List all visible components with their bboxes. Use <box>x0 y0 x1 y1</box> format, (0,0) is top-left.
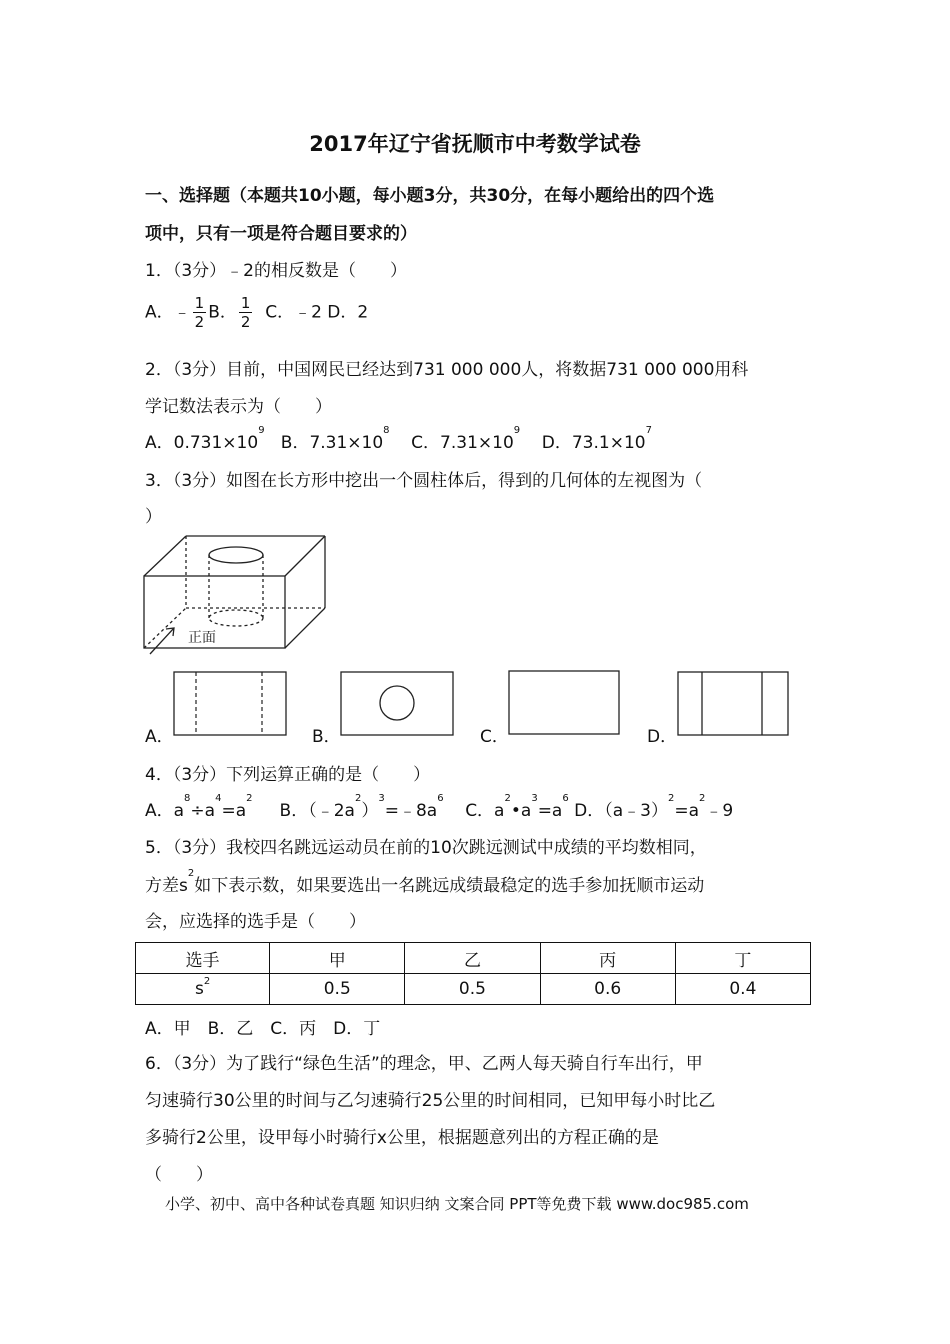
question-3-line1: 3．（3分）如图在长方形中挖出一个圆柱体后，得到的几何体的左视图为（ <box>145 471 703 491</box>
page-footer: 小学、初中、高中各种试卷真题 知识归纳 文案合同 PPT等免费下载 www.doc985.com <box>165 1195 749 1213</box>
table-header-cell: 选手 <box>136 943 270 974</box>
q3-front-label: 正面 <box>188 630 216 646</box>
table-cell: 0.4 <box>675 974 810 1005</box>
question-2-options: A．$0.731\times 10^9$ B．$7.31\times 10^8$ C．$7.31\times 10^9$ D．$73.1\times 10^7$ <box>145 425 652 453</box>
q3-option-b-figure <box>339 670 455 738</box>
variance-table <box>135 942 811 1005</box>
q1-option-a-label: A．﹣ <box>145 302 191 323</box>
q1-option-b-fraction: $\frac{1}{2}$ <box>240 294 251 331</box>
table-row-label: $s^2$ <box>136 974 270 1005</box>
section-heading-line1: 一、选择题（本题共10小题，每小题3分，共30分，在每小题给出的四个选 <box>145 186 715 206</box>
question-4-stem: 4．（3分）下列运算正确的是（ ） <box>145 765 431 785</box>
q3-option-c-figure <box>507 669 621 737</box>
q1-options-rest: C．﹣2 D．2 <box>265 302 369 323</box>
question-4-options: A．$a^8\div a^4=a^2$ B．$(﹣2a^2)^3=﹣8a^6$ C．$a^2•a^3=a^6$ D．$(a﹣3)^2=a^2﹣9$ <box>145 793 734 821</box>
question-5-line1: 5．（3分）我校四名跳远运动员在前的10次跳远测试中成绩的平均数相同， <box>145 838 707 858</box>
q3-option-b-label: B． <box>312 727 341 747</box>
page-title: 2017年辽宁省抚顺市中考数学试卷 <box>309 132 641 156</box>
q3-solid-figure <box>140 530 340 660</box>
question-2-line1: 2．（3分）目前，中国网民已经达到731 000 000人，将数据731 000 000用科 <box>145 360 749 380</box>
table-header-row <box>136 943 811 974</box>
question-5-options: A．甲 B．乙 C．丙 D．丁 <box>145 1019 381 1039</box>
question-6-line3: 多骑行2公里，设甲每小时骑行x公里，根据题意列出的方程正确的是 <box>145 1128 659 1148</box>
table-cell: 0.6 <box>540 974 675 1005</box>
section-heading-line2: 项中，只有一项是符合题目要求的） <box>145 224 417 244</box>
question-3-line2: ） <box>145 507 162 527</box>
q3-option-a-label: A． <box>145 727 174 747</box>
question-6-line2: 匀速骑行30公里的时间与乙匀速骑行25公里的时间相同，已知甲每小时比乙 <box>145 1091 716 1111</box>
table-cell: 0.5 <box>405 974 540 1005</box>
question-1-options <box>145 294 368 331</box>
table-cell: 0.5 <box>270 974 405 1005</box>
table-header-cell: 甲 <box>270 943 405 974</box>
question-1-stem: 1．（3分）﹣2的相反数是（ ） <box>145 261 407 281</box>
q3-option-c-label: C． <box>480 727 509 747</box>
question-5-line3: 会，应选择的选手是（ ） <box>145 912 366 932</box>
table-header-cell: 乙 <box>405 943 540 974</box>
q1-option-b-label: B． <box>208 302 237 323</box>
table-header-cell: 丙 <box>540 943 675 974</box>
q3-option-d-label: D． <box>647 727 678 747</box>
question-6-line1: 6．（3分）为了践行“绿色生活”的理念，甲、乙两人每天骑自行车出行，甲 <box>145 1054 703 1074</box>
question-2-line2: 学记数法表示为（ ） <box>145 397 332 417</box>
q3-option-d-figure <box>676 670 792 738</box>
table-header-cell: 丁 <box>675 943 810 974</box>
question-6-line4: （ ） <box>145 1165 213 1185</box>
table-row <box>136 974 811 1005</box>
question-5-line2: 方差$s^2$如下表示数，如果要选出一名跳远成绩最稳定的选手参加抚顺市运动 <box>145 868 705 896</box>
q1-option-a-fraction: $\frac{1}{2}$ <box>194 294 205 331</box>
q3-option-a-figure <box>172 670 288 738</box>
